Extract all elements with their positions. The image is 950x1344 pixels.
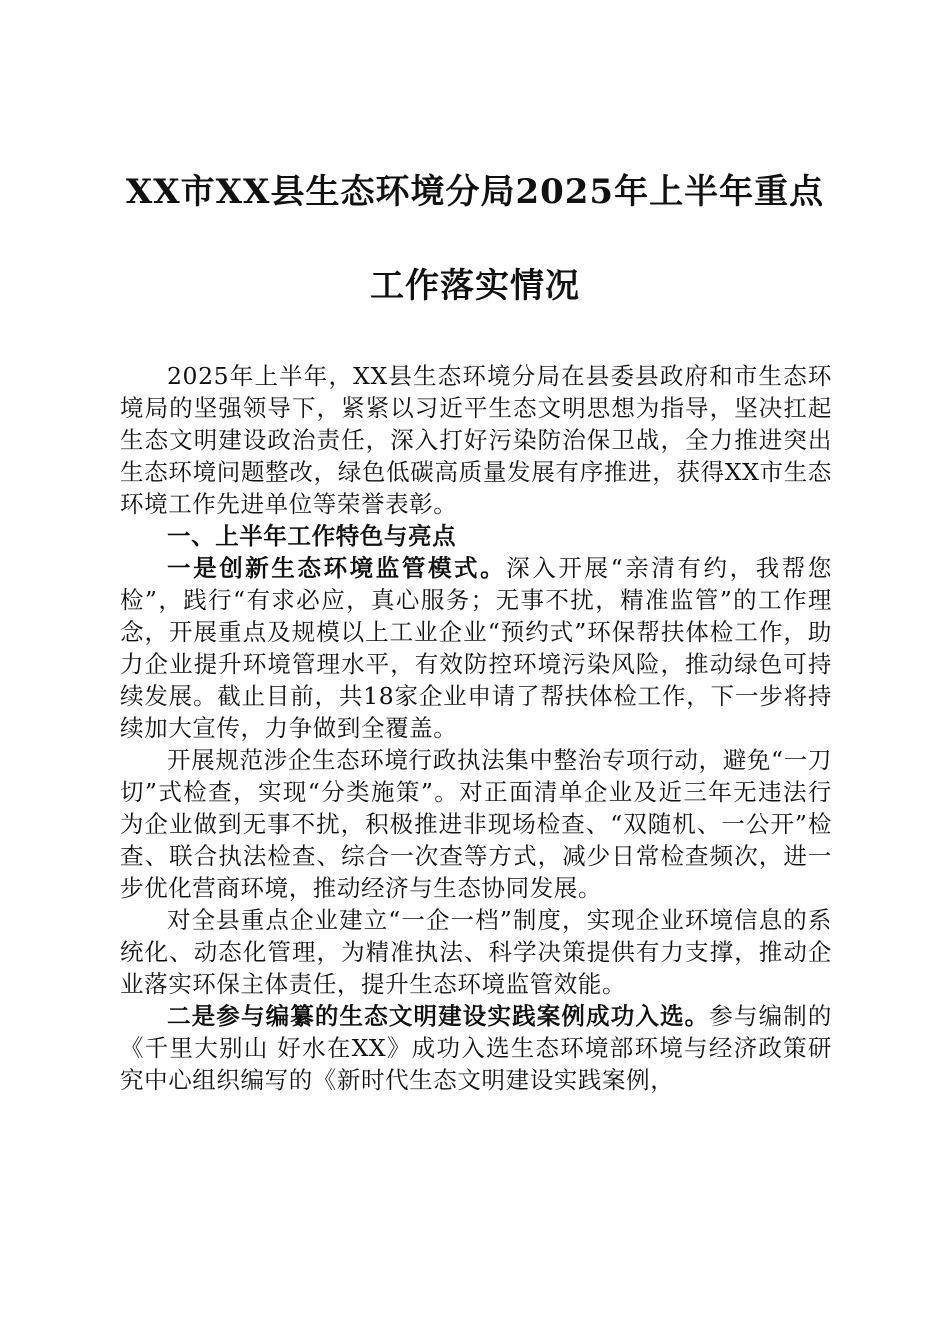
item-2-text: 参与编制的《千里大别山 好水在XX》成功入选生态环境部环境与经济政策研究中心组织编写的《新时代生态文明建设实践案例， — [120, 1002, 832, 1094]
document-title-line1: XX市XX县生态环境分局2025年上半年重点 — [125, 172, 825, 212]
paragraph-3: 对全县重点企业建立“一企一档”制度，实现企业环境信息的系统化、动态化管理，为精准执法、科学决策提供有力支撑，推动企业落实环保主体责任，提升生态环境监管效能。 — [120, 906, 832, 998]
section-heading-1: 一、上半年工作特色与亮点 — [167, 522, 457, 550]
item-2-paragraph — [120, 1000, 832, 1096]
item-1-paragraph — [120, 552, 832, 744]
item-2-lead: 二是参与编纂的生态文明建设实践案例成功入选。 — [167, 1002, 710, 1030]
item-1-lead: 一是创新生态环境监管模式。 — [167, 554, 507, 582]
intro-paragraph: 2025年上半年，XX县生态环境分局在县委县政府和市生态环境局的坚强领导下，紧紧以习近平生态文明思想为指导，坚决扛起生态文明建设政治责任，深入打好污染防治保卫战，全力推进突出生态环境问题整改，绿色低碳高质量发展有序推进，获得XX市生态环境工作先进单位等荣誉表彰。 — [120, 362, 832, 518]
document-title-line2: 工作落实情况 — [370, 266, 580, 306]
item-1-text: 深入开展“亲清有约，我帮您检”，践行“有求必应，真心服务；无事不扰，精准监管”的工作理念，开展重点及规模以上工业企业“预约式”环保帮扶体检工作，助力企业提升环境管理水平，有效防控环境污染风险，推动绿色可持续发展。截止目前，共18家企业申请了帮扶体检工作，下一步将持续加大宣传，力争做到全覆盖。 — [120, 554, 832, 742]
document-body — [120, 360, 832, 1096]
paragraph-2: 开展规范涉企生态环境行政执法集中整治专项行动，避免“一刀切”式检查，实现“分类施策”。对正面清单企业及近三年无违法行为企业做到无事不扰，积极推进非现场检查、“双随机、一公开”检查、联合执法检查、综合一次查等方式，减少日常检查频次，进一步优化营商环境，推动经济与生态协同发展。 — [120, 746, 832, 902]
